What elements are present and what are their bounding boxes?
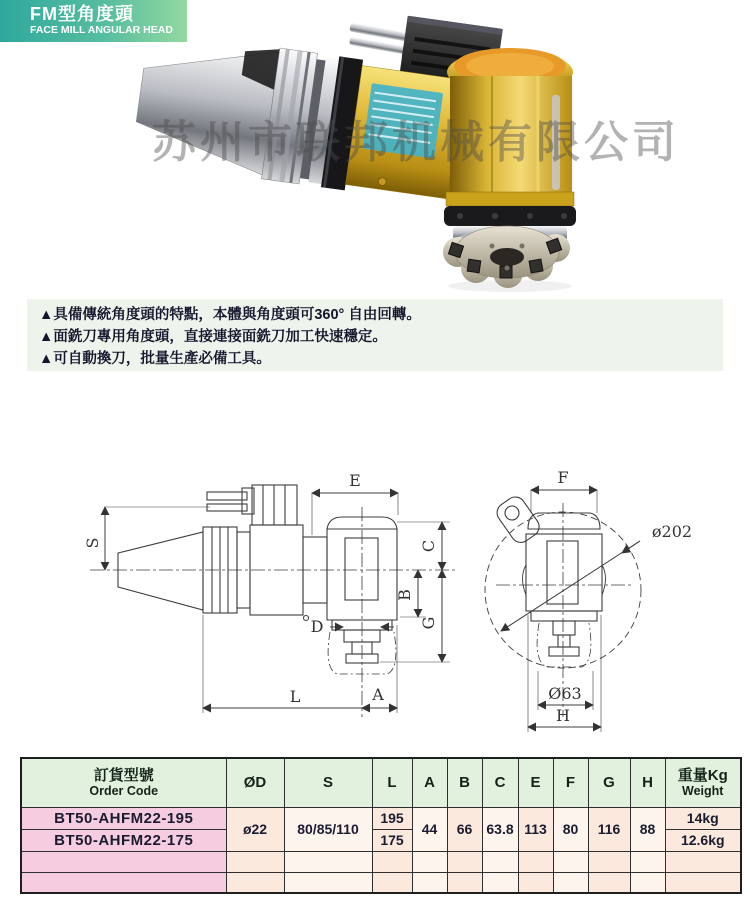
l-cell: 175 — [372, 829, 412, 851]
c-cell: 63.8 — [482, 807, 518, 851]
l-cell: 195 — [372, 807, 412, 829]
table-header-row — [21, 758, 741, 807]
empty-cell — [412, 851, 447, 872]
dim-label-l: L — [289, 687, 301, 706]
empty-cell — [518, 872, 553, 893]
empty-cell — [482, 851, 518, 872]
col-c: C — [482, 758, 518, 807]
col-e: E — [518, 758, 553, 807]
page-title-en: FACE MILL ANGULAR HEAD — [30, 24, 173, 36]
empty-cell — [372, 851, 412, 872]
empty-cell — [21, 872, 226, 893]
dim-label-d: D — [310, 617, 324, 636]
dim-label-c: C — [419, 539, 438, 553]
empty-cell — [447, 872, 482, 893]
dim-label-a: A — [372, 685, 384, 704]
order-code-cell: BT50-AHFM22-175 — [21, 829, 226, 851]
empty-cell — [226, 872, 284, 893]
dim-label-e: E — [349, 471, 361, 490]
empty-cell — [284, 851, 372, 872]
od-cell: ø22 — [226, 807, 284, 851]
empty-cell — [447, 851, 482, 872]
side-view-dimensions — [105, 493, 450, 713]
col-b: B — [447, 758, 482, 807]
empty-cell — [482, 872, 518, 893]
empty-cell — [553, 872, 588, 893]
weight-label-en: Weight — [682, 784, 724, 799]
empty-cell — [518, 851, 553, 872]
dim-label-b: B — [395, 589, 414, 601]
feature-list — [27, 299, 723, 371]
weight-cell: 12.6kg — [665, 829, 741, 851]
table-row-empty — [21, 872, 741, 893]
empty-cell — [226, 851, 284, 872]
empty-cell — [665, 851, 741, 872]
dim-label-dia63: Ø63 — [548, 684, 582, 703]
company-watermark: 苏州市联邦机械有限公司 — [152, 118, 680, 167]
dim-label-s: S — [83, 537, 102, 549]
order-code-cell: BT50-AHFM22-195 — [21, 807, 226, 829]
col-a: A — [412, 758, 447, 807]
col-weight — [665, 758, 741, 807]
weight-label-zh: 重量Kg — [677, 767, 728, 785]
table-row — [21, 807, 741, 829]
weight-cell: 14kg — [665, 807, 741, 829]
empty-cell — [21, 851, 226, 872]
h-cell: 88 — [630, 807, 665, 851]
empty-cell — [372, 872, 412, 893]
g-cell: 116 — [588, 807, 630, 851]
page-title-zh: FM型角度頭 — [30, 4, 134, 24]
dim-label-dia202: ø202 — [651, 522, 693, 541]
spec-table-wrap — [20, 757, 740, 894]
dimension-drawing — [60, 455, 750, 755]
feature-item: ▲可自動換刀，批量生產必備工具。 — [39, 351, 271, 367]
f-cell: 80 — [553, 807, 588, 851]
order-code-label-en: Order Code — [89, 784, 159, 799]
empty-cell — [630, 872, 665, 893]
dim-label-f: F — [557, 468, 569, 487]
a-cell: 44 — [412, 807, 447, 851]
col-order-code — [21, 758, 226, 807]
col-od: ØD — [226, 758, 284, 807]
col-s: S — [284, 758, 372, 807]
empty-cell — [588, 851, 630, 872]
empty-cell — [630, 851, 665, 872]
feature-item: ▲具備傳統角度頭的特點，本體與角度頭可360° 自由回轉。 — [39, 307, 421, 323]
col-h: H — [630, 758, 665, 807]
feature-item: ▲面銑刀專用角度頭，直接連接面銑刀加工快速穩定。 — [39, 329, 387, 345]
technical-drawing — [60, 455, 750, 755]
empty-cell — [588, 872, 630, 893]
s-cell: 80/85/110 — [284, 807, 372, 851]
spec-table — [20, 757, 742, 894]
table-row-empty — [21, 851, 741, 872]
col-f: F — [553, 758, 588, 807]
empty-cell — [553, 851, 588, 872]
col-g: G — [588, 758, 630, 807]
order-code-label-zh: 訂貨型號 — [93, 767, 154, 785]
empty-cell — [284, 872, 372, 893]
dim-label-g: G — [419, 616, 438, 630]
dim-label-h: H — [556, 706, 570, 725]
e-cell: 113 — [518, 807, 553, 851]
b-cell: 66 — [447, 807, 482, 851]
empty-cell — [665, 872, 741, 893]
empty-cell — [412, 872, 447, 893]
col-l: L — [372, 758, 412, 807]
